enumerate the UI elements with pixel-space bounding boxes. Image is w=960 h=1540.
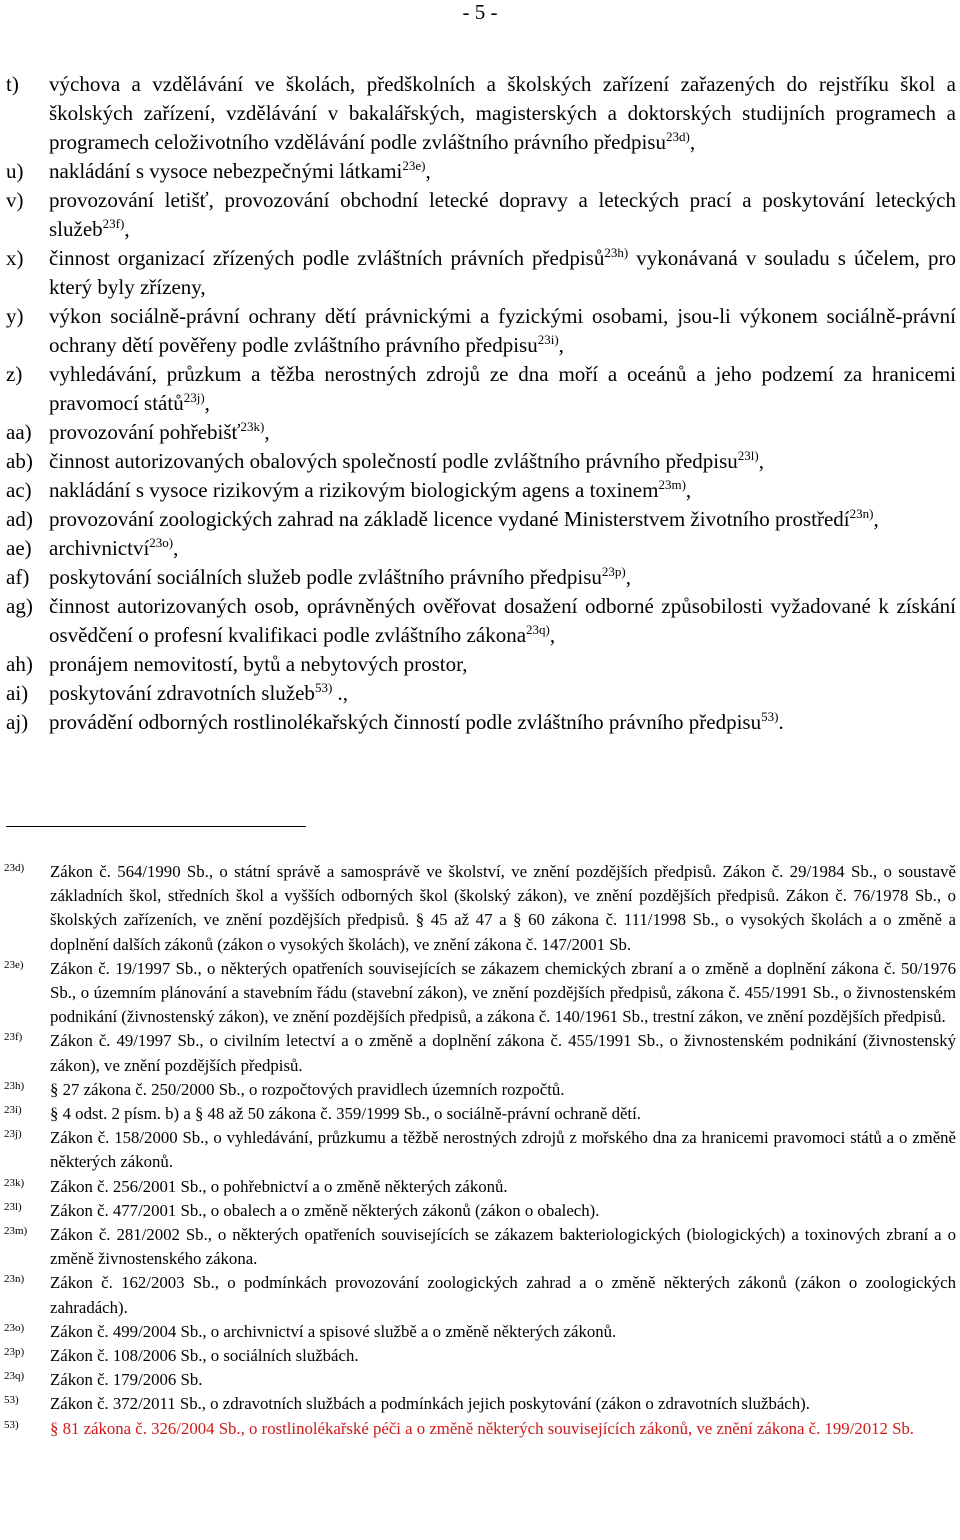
item-label: ag) <box>6 594 33 618</box>
list-item <box>6 708 956 737</box>
footnote <box>0 860 956 957</box>
footnote-label: 23k) <box>4 1176 25 1189</box>
footnote <box>0 1199 956 1223</box>
footnote-label: 23o) <box>4 1321 25 1334</box>
footnote <box>0 1344 956 1368</box>
item-text: činnost autorizovaných osob, oprávněných ověřovat dosažení odborné způsobilosti vyžadované k získání osvědčení o profesní kvalifikaci podle zvláštního zákona$^{23q)}$, <box>49 594 956 647</box>
list-item <box>6 592 956 650</box>
list-item <box>6 679 956 708</box>
footnote-ref[interactable]: 23e) <box>402 158 426 173</box>
footnote-label: 23p) <box>4 1346 25 1359</box>
item-label: ad) <box>6 507 33 531</box>
footnote-label: 23e) <box>4 958 24 971</box>
footnote-text: § 27 zákona č. 250/2000 Sb., o rozpočtových pravidlech územních rozpočtů. <box>50 1079 565 1099</box>
footnote-ref[interactable]: 23m) <box>658 477 686 492</box>
item-label: ab) <box>6 449 33 473</box>
item-text: nakládání s vysoce nebezpečnými látkami$^{23e)}$, <box>49 158 431 183</box>
item-label: ae) <box>6 536 32 560</box>
list-item <box>6 186 956 244</box>
enumerated-list <box>6 70 956 737</box>
footnote-ref[interactable]: 53) <box>761 709 779 724</box>
item-label: v) <box>6 188 24 212</box>
footnote <box>0 1126 956 1174</box>
footnote-label: 23h) <box>4 1079 25 1092</box>
item-label: ai) <box>6 681 29 705</box>
footnote-text: § 81 zákona č. 326/2004 Sb., o rostlinolékařské péči a o změně některých souvisejících zákonů, ve znění zákona č. 199/2012 Sb. <box>50 1418 914 1438</box>
footnote-ref[interactable]: 23f) <box>102 216 125 231</box>
footnote-text: Zákon č. 108/2006 Sb., o sociálních službách. <box>50 1346 359 1366</box>
footnote-text: Zákon č. 19/1997 Sb., o některých opatřeních souvisejících se zákazem chemických zbraní a o změně a doplnění zákona č. 50/1976 Sb., o územním plánování a stavebním řádu (stavební zákon), ve znění pozdějších předpisů, zákona č. 455/1991 Sb., o živnostenském podnikání (živnostenský zákon), ve znění pozdějších předpisů, a zákona č. 140/1961 Sb., trestní zákon, ve znění pozdějších předpisů. <box>50 958 956 1027</box>
footnote-ref[interactable]: 23j) <box>183 390 205 405</box>
footnote-text: Zákon č. 477/2001 Sb., o obalech a o změně některých zákonů (zákon o obalech). <box>50 1200 600 1220</box>
item-text: výkon sociálně-právní ochrany dětí právnickými a fyzickými osobami, jsou-li výkonem sociálně-právní ochrany dětí pověřeny podle zvláštního právního předpisu$^{23i)}$, <box>49 304 956 357</box>
footnote-ref[interactable]: 23q) <box>526 622 550 637</box>
item-label: u) <box>6 159 24 183</box>
footnote-label: 23q) <box>4 1370 25 1383</box>
list-item <box>6 244 956 302</box>
item-label: ac) <box>6 478 32 502</box>
footnote-ref[interactable]: 23p) <box>601 564 626 579</box>
item-label: af) <box>6 565 30 589</box>
footnote-label: 23l) <box>4 1200 22 1213</box>
list-item <box>6 563 956 592</box>
footnotes <box>0 860 956 1441</box>
item-label: z) <box>6 362 23 386</box>
footnote-label: 53) <box>4 1394 19 1407</box>
footnote-text: Zákon č. 281/2002 Sb., o některých opatřeních souvisejících se zákazem bakteriologických (biologických) a toxinových zbraní a o změně živnostenského zákona. <box>50 1225 956 1269</box>
list-item <box>6 534 956 563</box>
footnote-text: Zákon č. 179/2006 Sb. <box>50 1370 203 1390</box>
item-text: provádění odborných rostlinolékařských činností podle zvláštního právního předpisu$^{53)}$. <box>49 709 784 734</box>
item-label: ah) <box>6 652 33 676</box>
footnote-label: 23i) <box>4 1104 22 1117</box>
list-item <box>6 418 956 447</box>
item-text: provozování zoologických zahrad na základě licence vydané Ministerstvem životního prostředí$^{23n)}$, <box>49 506 879 531</box>
footnote-ref[interactable]: 53) <box>314 680 333 695</box>
footnote-ref[interactable]: 23i) <box>537 332 559 347</box>
footnote-ref[interactable]: 23d) <box>665 129 690 144</box>
footnote-text: Zákon č. 256/2001 Sb., o pohřebnictví a o změně některých zákonů. <box>50 1176 508 1196</box>
footnote-label: 23f) <box>4 1031 23 1044</box>
list-item <box>6 302 956 360</box>
footnote <box>0 1175 956 1199</box>
footnote-text: Zákon č. 564/1990 Sb., o státní správě a samosprávě ve školství, ve znění pozdějších předpisů. Zákon č. 29/1984 Sb., o soustavě základních škol, středních škol a vyšších odborných škol (školský zákon), ve znění pozdějších předpisů. Zákon č. 76/1978 Sb., o školských zařízeních, ve znění pozdějších předpisů. § 45 až 47 a § 60 zákona č. 111/1998 Sb., o vysokých školách a o změně a doplnění dalších zákonů (zákon o vysokých školách), ve znění zákona č. 147/2001 Sb. <box>50 862 956 954</box>
footnote-label: 23j) <box>4 1128 22 1141</box>
footnote-label: 23d) <box>4 862 25 874</box>
item-text: provozování pohřebišť$^{23k)}$, <box>49 419 270 444</box>
item-text: provozování letišť, provozování obchodní letecké dopravy a leteckých prací a poskytování leteckých služeb$^{23f)}$, <box>49 188 956 241</box>
item-text: výchova a vzdělávání ve školách, předškolních a školských zařízení zařazených do rejstříku škol a školských zařízení, vzdělávání v bakalářských, magisterských a doktorských studijních programech a programech celoživotního vzdělávání podle zvláštního právního předpisu$^{23d)}$, <box>49 72 956 154</box>
footnote-label: 23n) <box>4 1273 25 1286</box>
footnote-text: § 4 odst. 2 písm. b) a § 48 až 50 zákona č. 359/1999 Sb., o sociálně-právní ochraně dětí. <box>50 1104 641 1124</box>
item-text: nakládání s vysoce rizikovým a rizikovým biologickým agens a toxinem$^{23m)}$, <box>49 477 692 502</box>
footnote-text: Zákon č. 372/2011 Sb., o zdravotních službách a podmínkách jejich poskytování (zákon o zdravotních službách). <box>50 1394 810 1414</box>
footnote-label: 23m) <box>4 1225 28 1238</box>
footnote-text: Zákon č. 158/2000 Sb., o vyhledávání, průzkumu a těžbě nerostných zdrojů z mořského dna za hranicemi pravomoci států a o změně některých zákonů. <box>50 1128 956 1172</box>
list-item <box>6 157 956 186</box>
item-text: činnost autorizovaných obalových společností podle zvláštního právního předpisu$^{23l)}$, <box>49 448 764 473</box>
footnote-ref[interactable]: 23n) <box>849 506 874 521</box>
footnote <box>0 1392 956 1416</box>
list-item <box>6 447 956 476</box>
footnote <box>0 1271 956 1319</box>
item-text: pronájem nemovitostí, bytů a nebytových prostor, <box>49 652 468 676</box>
footnote <box>0 957 956 1030</box>
footnote-ref[interactable]: 23k) <box>240 419 265 434</box>
list-item <box>6 505 956 534</box>
item-label: x) <box>6 246 24 270</box>
list-item <box>6 650 956 679</box>
footnote-text: Zákon č. 499/2004 Sb., o archivnictví a spisové službě a o změně některých zákonů. <box>50 1321 617 1341</box>
item-label: aa) <box>6 420 32 444</box>
item-label: aj) <box>6 710 29 734</box>
page-number: - 5 - <box>462 0 498 24</box>
footnote <box>0 1102 956 1126</box>
footnote <box>0 1320 956 1344</box>
item-text: vyhledávání, průzkum a těžba nerostných zdrojů ze dna moří a oceánů a jeho podzemí za hranicemi pravomocí států$^{23j)}$, <box>49 362 956 415</box>
item-text: poskytování zdravotních služeb$^{53)}$ ., <box>49 680 349 705</box>
footnote-label: 53) <box>4 1418 19 1431</box>
footnote-ref[interactable]: 23o) <box>149 535 174 550</box>
item-text: archivnictví$^{23o)}$, <box>49 535 179 560</box>
item-label: y) <box>6 304 24 328</box>
footnote <box>0 1029 956 1077</box>
list-item <box>6 360 956 418</box>
footnote-text: Zákon č. 49/1997 Sb., o civilním letectví a o změně a doplnění zákona č. 455/1991 Sb., o živnostenském podnikání (živnostenský zákon), ve znění pozdějších předpisů. <box>50 1031 956 1075</box>
footnote <box>0 1078 956 1102</box>
footnote <box>0 1417 956 1441</box>
footnote <box>0 1368 956 1392</box>
footnote-separator <box>6 826 306 827</box>
item-text: činnost organizací zřízených podle zvláštních právních předpisů$^{23h)}$ vykonávaná v souladu s účelem, pro který byly zřízeny, <box>49 245 956 299</box>
list-item <box>6 70 956 157</box>
item-label: t) <box>6 72 19 96</box>
item-text: poskytování sociálních služeb podle zvláštního právního předpisu$^{23p)}$, <box>49 564 631 589</box>
footnote-ref[interactable]: 23h) <box>604 245 629 260</box>
list-item <box>6 476 956 505</box>
footnote-text: Zákon č. 162/2003 Sb., o podmínkách provozování zoologických zahrad a o změně některých zákonů (zákon o zoologických zahradách). <box>50 1273 956 1317</box>
footnote <box>0 1223 956 1271</box>
footnote-ref[interactable]: 23l) <box>737 448 759 463</box>
